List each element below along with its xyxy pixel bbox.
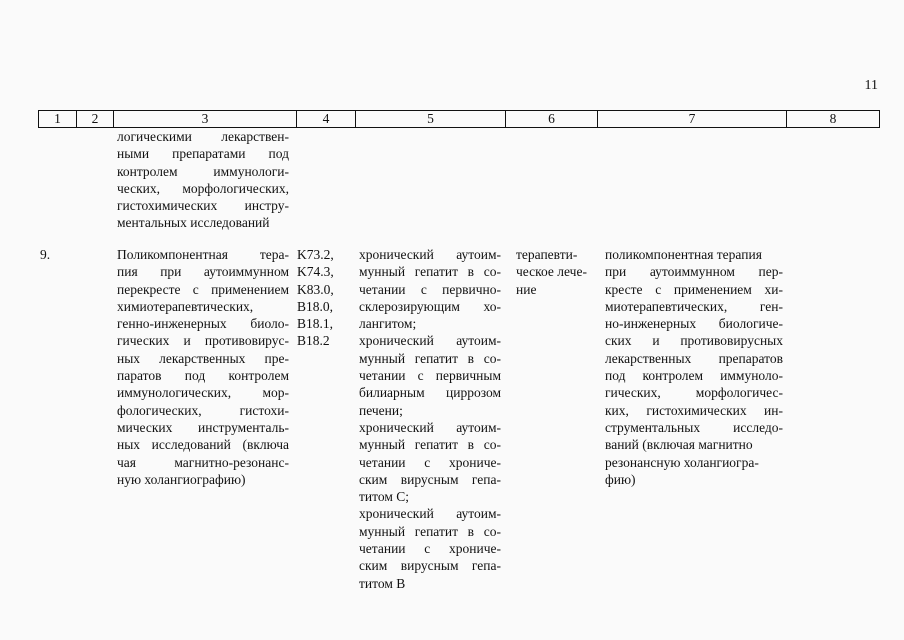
icd-code: K83.0, [297, 281, 334, 297]
text-line: лангитом; [359, 316, 417, 332]
text-line: мических инструменталь- [117, 419, 289, 435]
text-line: мунный гепатит в со- [359, 264, 501, 280]
icd-code: B18.2 [297, 333, 330, 349]
text-line: Поликомпонентная тера- [117, 247, 289, 262]
text-line: печени; [359, 402, 403, 418]
row9-col3-description [117, 246, 289, 488]
text-line: паратов под контролем [117, 368, 289, 384]
text-line: четании с первично- [359, 281, 501, 297]
text-line: гических и противовирус- [117, 333, 289, 349]
row9-col5-diagnoses [359, 246, 501, 592]
text-line: под контролем иммуноло- [605, 368, 783, 384]
row-number: 9. [40, 247, 51, 262]
text-line: билиарным циррозом [359, 385, 501, 401]
text-line: хронический аутоим- [359, 247, 501, 262]
text-line: поликомпонентная терапия [605, 247, 762, 262]
text-line: перекресте с применением [117, 281, 289, 297]
icd-code: B18.0, [297, 298, 334, 314]
row9-col4-icd-codes [297, 246, 352, 350]
text-line: но-инженерных биологиче- [605, 316, 783, 332]
text-line: ментальных исследований [117, 215, 270, 231]
text-line: терапевти- [516, 247, 578, 262]
header-col-3: 3 [114, 111, 297, 128]
text-line: лекарственных препаратов [605, 350, 783, 366]
text-line: титом В [359, 575, 406, 591]
icd-code: K74.3, [297, 264, 334, 280]
text-line: четании с хрониче- [359, 541, 501, 557]
icd-code: B18.1, [297, 316, 334, 332]
text-line: логическими лекарствен- [117, 129, 289, 144]
text-line: титом С; [359, 489, 410, 505]
header-col-7: 7 [598, 111, 787, 128]
header-col-8: 8 [787, 111, 880, 128]
text-line: резонансную холангиогра- [605, 454, 759, 470]
text-line: хронический аутоим- [359, 506, 501, 522]
text-line: ние [516, 281, 537, 297]
row9-col6-treatment-type [516, 246, 596, 298]
text-line: ским вирусным гепа- [359, 558, 501, 574]
text-line: ными препаратами под [117, 146, 289, 162]
header-col-2: 2 [77, 111, 114, 128]
text-line: миотерапевтических, ген- [605, 298, 783, 314]
text-line: хронический аутоим- [359, 419, 501, 435]
text-line: гистохимических инстру- [117, 198, 289, 214]
text-line: ческое лече- [516, 264, 587, 280]
text-line: ных исследований (включа [117, 437, 289, 453]
text-line: ских и противовирусных [605, 333, 783, 349]
continuation-col3 [117, 128, 289, 232]
row9-col7-method [605, 246, 783, 488]
text-line: гических, морфологичес- [605, 385, 783, 401]
text-line: ваний (включая магнитно [605, 437, 753, 453]
header-col-1: 1 [39, 111, 77, 128]
text-line: четании с хрониче- [359, 454, 501, 470]
header-col-4: 4 [297, 111, 356, 128]
text-line: фию) [605, 471, 636, 487]
text-line: при аутоиммунном пер- [605, 264, 783, 280]
text-line: ную холангиографию) [117, 471, 246, 487]
text-line: ких, гистохимических ин- [605, 402, 783, 418]
text-line: склерозирующим хо- [359, 298, 501, 314]
text-line: химиотерапевтических, [117, 298, 254, 314]
text-line: пия при аутоиммунном [117, 264, 289, 280]
header-col-6: 6 [506, 111, 598, 128]
text-line: хронический аутоим- [359, 333, 501, 349]
text-line: фологических, гистохи- [117, 402, 289, 418]
icd-code: K73.2, [297, 247, 334, 262]
text-line: ных лекарственных пре- [117, 350, 289, 366]
text-line: ческих, морфологических, [117, 180, 289, 196]
text-line: контролем иммунологи- [117, 163, 289, 179]
text-line: генно-инженерных биоло- [117, 316, 289, 332]
header-col-5: 5 [356, 111, 506, 128]
text-line: иммунологических, мор- [117, 385, 289, 401]
text-line: струментальных исследо- [605, 419, 783, 435]
text-line: мунный гепатит в со- [359, 523, 501, 539]
text-line: ским вирусным гепа- [359, 471, 501, 487]
text-line: мунный гепатит в со- [359, 437, 501, 453]
text-line: чая магнитно-резонанс- [117, 454, 289, 470]
page-number: 11 [864, 78, 878, 93]
column-number-header [38, 110, 880, 128]
text-line: кресте с применением хи- [605, 281, 783, 297]
text-line: мунный гепатит в со- [359, 350, 501, 366]
text-line: четании с первичным [359, 368, 501, 384]
